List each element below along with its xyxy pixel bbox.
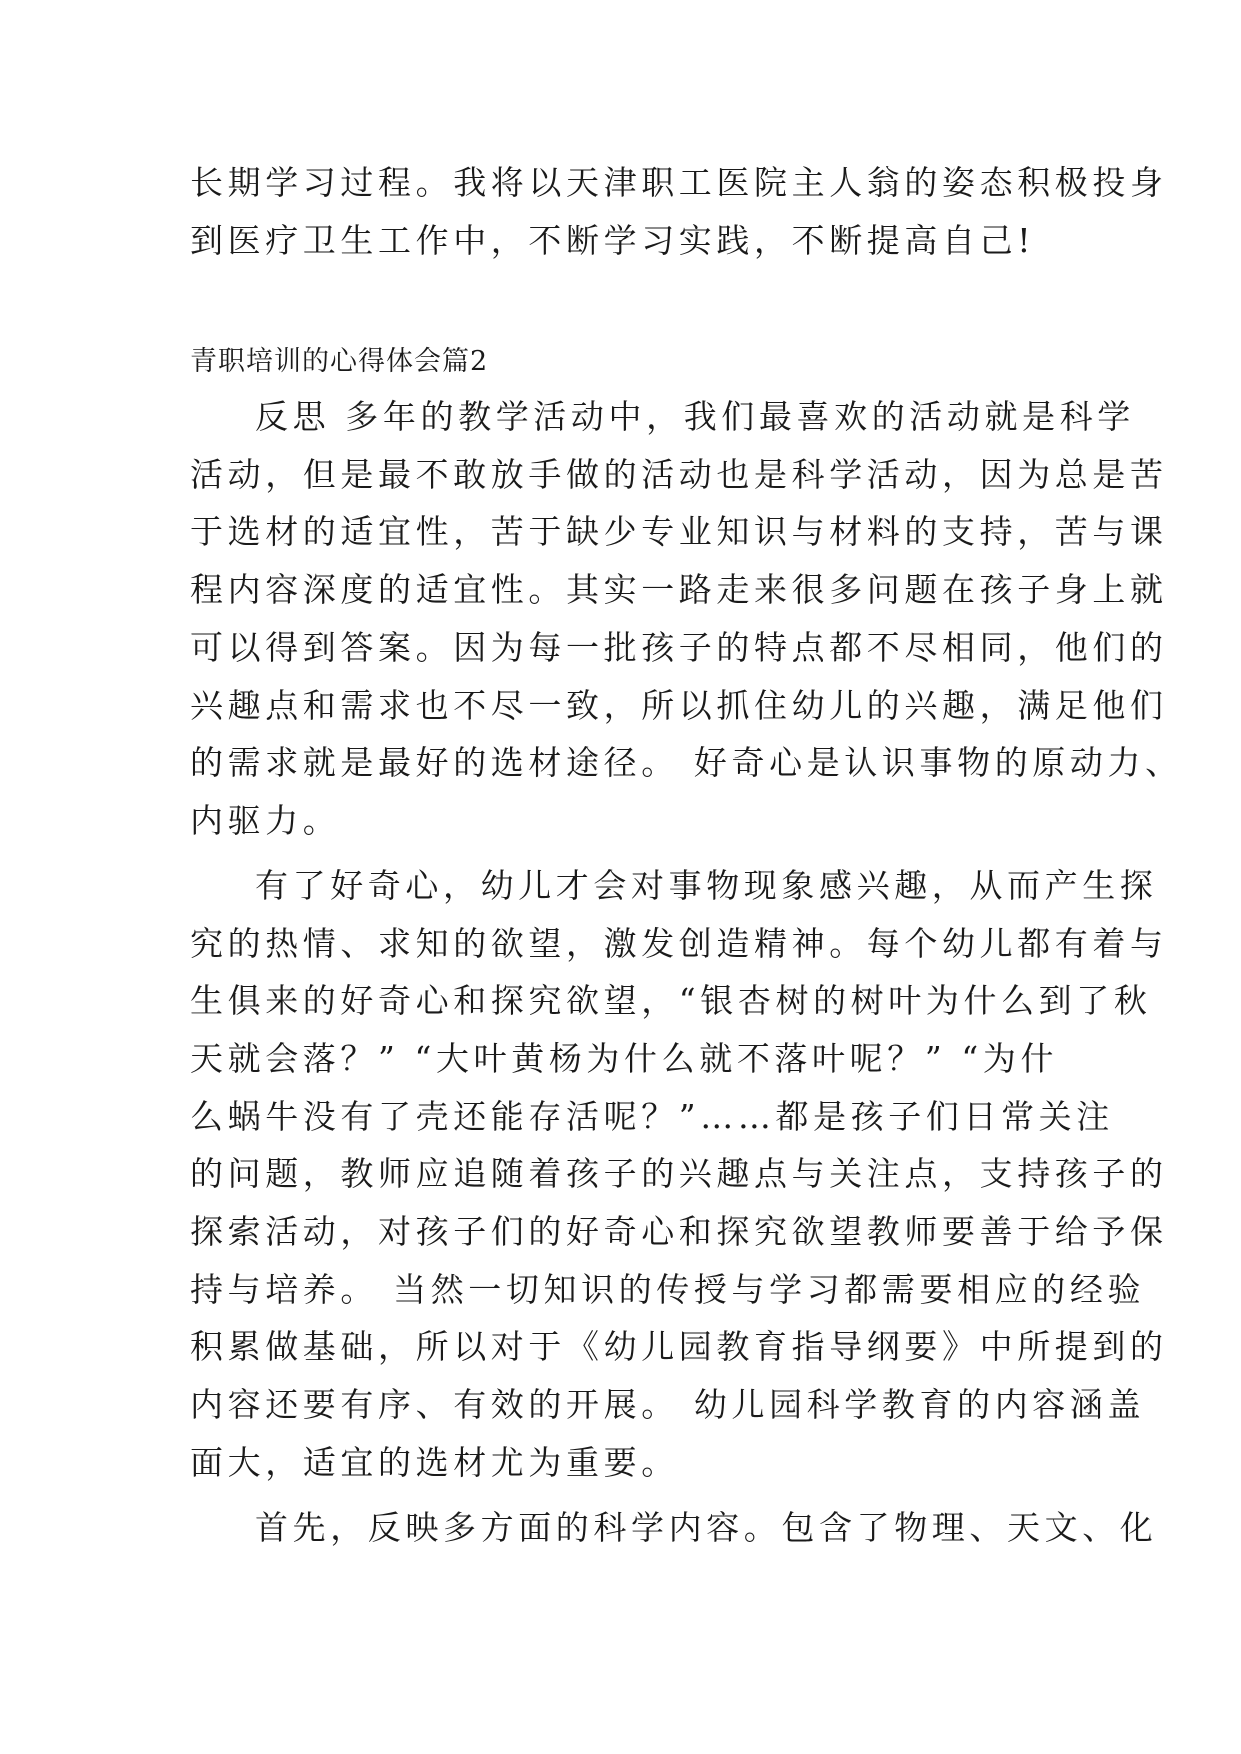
paragraph1-line-5: 可以得到答案。因为每一批孩子的特点都不尽相同，他们的 xyxy=(190,628,1168,667)
paragraph2-line-7: 探索活动，对孩子们的好奇心和探究欲望教师要善于给予保 xyxy=(190,1212,1168,1251)
paragraph2-line-5: 么蜗牛没有了壳还能存活呢？”……都是孩子们日常关注 xyxy=(190,1097,1114,1136)
paragraph2-line-6: 的问题，教师应追随着孩子的兴趣点与关注点，支持孩子的 xyxy=(190,1154,1168,1193)
paragraph1-line-7: 的需求就是最好的选材途径。 好奇心是认识事物的原动力、 xyxy=(190,743,1183,782)
paragraph2-line-11: 面大，适宜的选材尤为重要。 xyxy=(190,1443,679,1482)
paragraph2-line-3: 生俱来的好奇心和探究欲望，“银杏树的树叶为什么到了秋 xyxy=(190,981,1152,1020)
paragraph1-line-6: 兴趣点和需求也不尽一致，所以抓住幼儿的兴趣，满足他们 xyxy=(190,686,1168,725)
paragraph2-line-8: 持与培养。 当然一切知识的传授与学习都需要相应的经验 xyxy=(190,1270,1146,1309)
paragraph2-line-9: 积累做基础，所以对于《幼儿园教育指导纲要》中所提到的 xyxy=(190,1327,1168,1366)
paragraph2-line-2: 究的热情、求知的欲望，激发创造精神。每个幼儿都有着与 xyxy=(190,924,1168,963)
paragraph1-line-8: 内驱力。 xyxy=(190,801,341,840)
paragraph1-line-1: 反思 多年的教学活动中，我们最喜欢的活动就是科学 xyxy=(255,397,1135,436)
paragraph1-line-4: 程内容深度的适宜性。其实一路走来很多问题在孩子身上就 xyxy=(190,570,1168,609)
paragraph2-line-10: 内容还要有序、有效的开展。 幼儿园科学教育的内容涵盖 xyxy=(190,1385,1146,1424)
section-title: 青职培训的心得体会篇2 xyxy=(190,346,489,377)
paragraph3-line-1: 首先，反映多方面的科学内容。包含了物理、天文、化 xyxy=(255,1508,1158,1547)
paragraph1-line-2: 活动，但是最不敢放手做的活动也是科学活动，因为总是苦 xyxy=(190,455,1168,494)
paragraph1-line-3: 于选材的适宜性，苦于缺少专业知识与材料的支持，苦与课 xyxy=(190,512,1168,551)
intro-line-2: 到医疗卫生工作中，不断学习实践，不断提高自己! xyxy=(190,221,1036,260)
paragraph2-line-4: 天就会落？” “大叶黄杨为什么就不落叶呢？” “为什 xyxy=(190,1039,1059,1078)
intro-line-1: 长期学习过程。我将以天津职工医院主人翁的姿态积极投身 xyxy=(190,163,1168,202)
paragraph2-line-1: 有了好奇心，幼儿才会对事物现象感兴趣，从而产生探 xyxy=(255,866,1158,905)
